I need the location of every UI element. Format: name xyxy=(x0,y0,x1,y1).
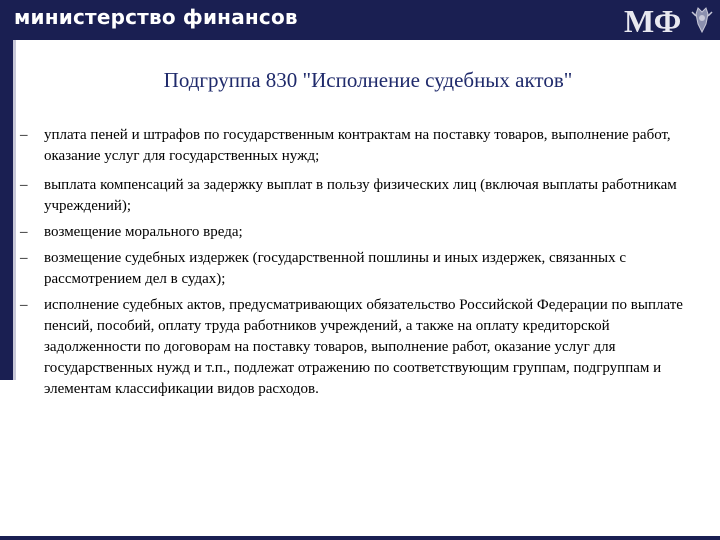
bullet-dash: – xyxy=(20,297,28,313)
bullet-dash: – xyxy=(20,250,28,266)
list-item xyxy=(18,222,708,243)
list-item xyxy=(18,295,708,400)
bullet-list xyxy=(18,125,708,405)
slide-title: Подгруппа 830 "Исполнение судебных актов" xyxy=(163,68,573,92)
list-item xyxy=(18,125,708,167)
ministry-title: министерство финансов xyxy=(14,5,298,29)
logo-text: МФ xyxy=(624,3,682,38)
bottom-border xyxy=(0,536,720,540)
list-item-text: возмещение судебных издержек (государственной пошлины и иных издержек, связанных с рассмотрением дел в судах); xyxy=(44,250,627,287)
list-item xyxy=(18,175,708,217)
bullet-dash: – xyxy=(20,127,28,143)
bullet-dash: – xyxy=(20,177,28,193)
list-item xyxy=(18,248,708,290)
list-item-text: исполнение судебных актов, предусматривающих обязательство Российской Федерации по выплате пенсий, пособий, оплату труда работников учреждений, а также на оплату кредиторской задолженности по договорам на поставку товаров, выполнение работ, оказание услуг для государственных нужд и т.п., подлежат отражению по соответствующим группам, подгруппам и элементам классификации видов расходов. xyxy=(44,297,683,397)
bullet-dash: – xyxy=(20,224,28,240)
list-item-text: выплата компенсаций за задержку выплат в пользу физических лиц (включая выплаты работникам учреждений); xyxy=(44,177,677,214)
left-accent-bar xyxy=(0,40,16,380)
list-item-text: возмещение морального вреда; xyxy=(44,224,243,240)
list-item-text: уплата пеней и штрафов по государственным контрактам на поставку товаров, выполнение работ, оказание услуг для государственных нужд; xyxy=(44,127,671,164)
ministry-logo xyxy=(616,2,716,38)
header-bar xyxy=(0,0,720,40)
